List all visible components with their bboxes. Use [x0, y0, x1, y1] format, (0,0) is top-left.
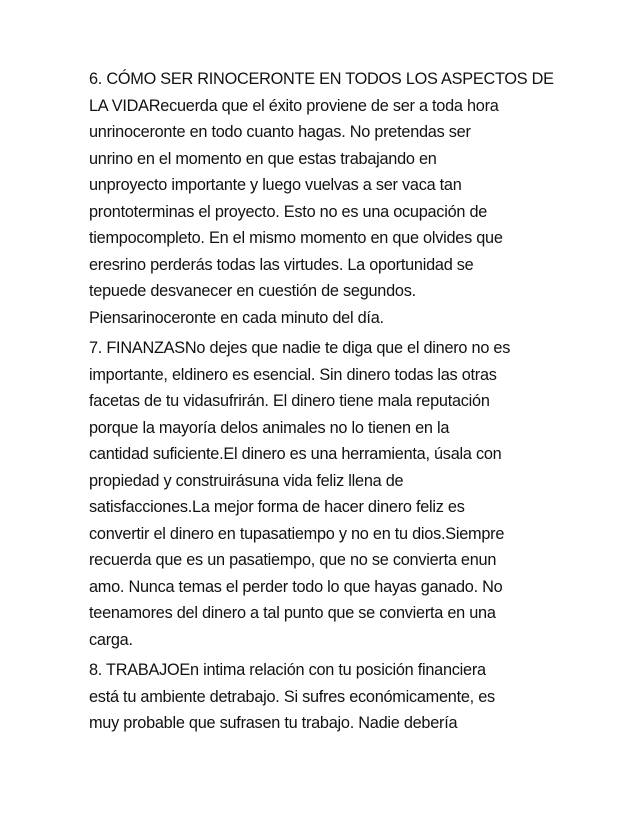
text-line: 6. CÓMO SER RINOCERONTE EN TODOS LOS ASPECTOS DE: [89, 70, 554, 88]
text-line: tiempocompleto. En el mismo momento en que olvides que: [89, 229, 503, 247]
text-line: tepuede desvanecer en cuestión de segundos.: [89, 282, 416, 300]
text-line: propiedad y construirásuna vida feliz llena de: [89, 471, 404, 490]
text-line: eresrino perderás todas las virtudes. La oportunidad se: [89, 255, 474, 274]
text-line: importante, eldinero es esencial. Sin dinero todas las otras: [89, 365, 497, 384]
text-line: convertir el dinero en tupasatiempo y no en tu dios.Siempre: [89, 524, 505, 543]
text-line: LA VIDARecuerda que el éxito proviene de ser a toda hora: [89, 96, 499, 115]
text-line: unrino en el momento en que estas trabajando en: [89, 149, 437, 168]
paragraph-rinoceronte: [89, 66, 559, 331]
text-line: facetas de tu vidasufrirán. El dinero tiene mala reputación: [89, 392, 490, 410]
paragraph-trabajo: [89, 657, 559, 737]
paragraph-finanzas: [89, 335, 559, 653]
text-line: 7. FINANZASNo dejes que nadie te diga que el dinero no es: [89, 339, 511, 357]
text-line: unrinoceronte en todo cuanto hagas. No pretendas ser: [89, 123, 471, 141]
text-line: amo. Nunca temas el perder todo lo que hayas ganado. No: [89, 577, 503, 596]
text-line: Piensarinoceronte en cada minuto del día.: [89, 308, 384, 327]
text-line: cantidad suficiente.El dinero es una herramienta, úsala con: [89, 445, 502, 463]
text-line: teenamores del dinero a tal punto que se convierta en una: [89, 604, 496, 622]
text-line: prontoterminas el proyecto. Esto no es una ocupación de: [89, 202, 488, 221]
text-line: está tu ambiente detrabajo. Si sufres económicamente, es: [89, 687, 495, 706]
text-line: carga.: [89, 630, 133, 649]
document-body: [89, 66, 559, 741]
text-line: muy probable que sufrasen tu trabajo. Nadie debería: [89, 714, 458, 732]
text-line: 8. TRABAJOEn intima relación con tu posición financiera: [89, 661, 486, 679]
text-line: satisfacciones.La mejor forma de hacer dinero feliz es: [89, 498, 465, 516]
text-line: recuerda que es un pasatiempo, que no se convierta enun: [89, 551, 497, 569]
text-line: porque la mayoría delos animales no lo tienen en la: [89, 418, 450, 437]
text-line: unproyecto importante y luego vuelvas a ser vaca tan: [89, 176, 462, 194]
